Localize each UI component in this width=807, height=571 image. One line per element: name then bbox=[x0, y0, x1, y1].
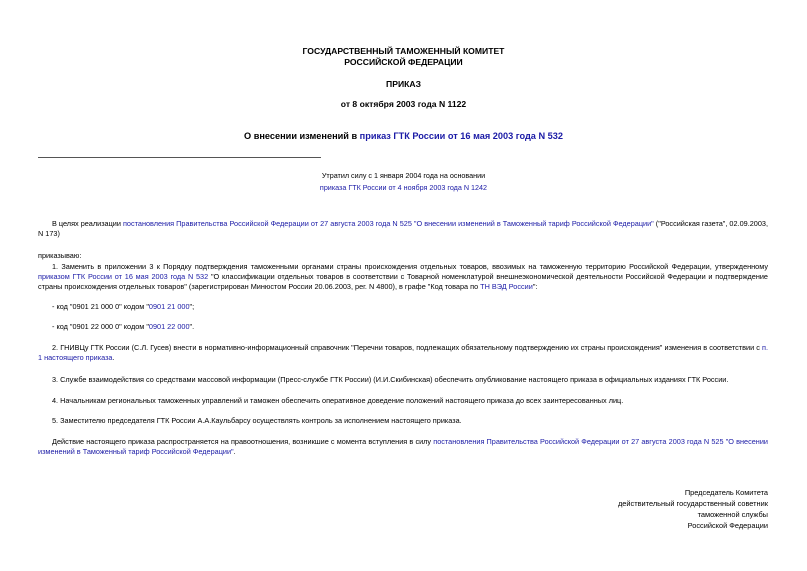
signature-line3: таможенной службы bbox=[697, 510, 768, 519]
intro-prefix: В целях реализации bbox=[52, 219, 123, 228]
code-line-2 bbox=[38, 322, 768, 332]
effect-suffix: . bbox=[233, 447, 236, 456]
code-1-prefix: - код "0901 21 000 0" кодом " bbox=[52, 302, 149, 311]
divider-rule bbox=[38, 157, 321, 158]
intro-paragraph bbox=[38, 219, 768, 239]
item-1-paragraph bbox=[38, 262, 768, 292]
doc-title-prefix: О внесении изменений в bbox=[244, 131, 360, 141]
item-1-text-c: ": bbox=[532, 282, 538, 291]
signature-line4: Российской Федерации bbox=[687, 521, 768, 530]
signature-line1: Председатель Комитета bbox=[684, 488, 768, 497]
doc-type: ПРИКАЗ bbox=[386, 79, 421, 89]
status-note-line1: Утратил силу с 1 января 2004 года на основании bbox=[321, 171, 486, 180]
order-532-link[interactable]: приказом ГТК России от 16 мая 2003 года N 532 bbox=[38, 272, 209, 281]
item-3-paragraph: 3. Службе взаимодействия со средствами массовой информации (Пресс-службе ГТК России) (И.И.Скибинская) обеспечить опубликование настоящего приказа в официальных изданиях ГТК России. bbox=[52, 375, 729, 384]
code-2-suffix: ". bbox=[189, 322, 195, 331]
intro-suffix: ("Российская газета", 02.09.2003, N 173) bbox=[38, 219, 768, 238]
item-4-paragraph: 4. Начальникам региональных таможенных управлений и таможен обеспечить оперативное доведение положений настоящего приказа до всех заинтересованных лиц. bbox=[52, 396, 624, 405]
item-1-text-a: 1. Заменить в приложении 3 к Порядку подтверждения таможенными органами страны происхождения отдельных товаров, ввозимых на таможенную территорию Российской Федерации, утвержденному bbox=[52, 262, 768, 271]
org-name-line2: РОССИЙСКОЙ ФЕДЕРАЦИИ bbox=[344, 57, 463, 67]
item-2-paragraph bbox=[38, 343, 768, 363]
tn-ved-link[interactable]: ТН ВЭД России bbox=[480, 282, 533, 291]
doc-date-line: от 8 октября 2003 года N 1122 bbox=[340, 99, 467, 109]
resolution-525-link[interactable]: постановления Правительства Российской Федерации от 27 августа 2003 года N 525 "О внесении изменений в Таможенный тариф Российской Федерации" bbox=[122, 219, 654, 228]
decree-word: приказываю: bbox=[38, 251, 82, 260]
code-2-prefix: - код "0901 22 000 0" кодом " bbox=[52, 322, 149, 331]
org-name-line1: ГОСУДАРСТВЕННЫЙ ТАМОЖЕННЫЙ КОМИТЕТ bbox=[302, 46, 505, 56]
signature-line2: действительный государственный советник bbox=[617, 499, 768, 508]
code-0901-21-000-link[interactable]: 0901 21 000 bbox=[148, 302, 190, 311]
doc-title bbox=[0, 130, 807, 142]
item-1-text-b: "О классификации отдельных товаров в соответствии с Товарной номенклатурой внешнеэкономической деятельности Российской Федерации и подтверждение страны происхождения отдельных товаров" (зарегистрирован Минюстом России 20.06.2003, рег. N 4800), в графе "Код товара по bbox=[38, 272, 768, 291]
resolution-525-effect-link[interactable]: постановления Правительства Российской Федерации от 27 августа 2003 года N 525 "О внесении изменений в Таможенный тариф Российской Федерации" bbox=[38, 437, 768, 456]
item-1-reference-link[interactable]: п. 1 настоящего приказа bbox=[38, 343, 768, 362]
item-2-suffix: . bbox=[112, 353, 115, 362]
effect-paragraph bbox=[38, 437, 768, 457]
item-2-text: 2. ГНИВЦу ГТК России (С.Л. Гусев) внести в нормативно-информационный справочник "Перечни товаров, подлежащих обязательному подтверждению их страны происхождения" изменения в соответствии с bbox=[52, 343, 763, 352]
status-note-line2 bbox=[0, 182, 807, 194]
amended-order-link[interactable]: приказ ГТК России от 16 мая 2003 года N 532 bbox=[359, 131, 563, 141]
code-1-suffix: "; bbox=[189, 302, 195, 311]
item-5-paragraph: 5. Заместителю председателя ГТК России А.А.Каульбарсу осуществлять контроль за исполнением настоящего приказа. bbox=[52, 416, 462, 425]
code-0901-22-000-link[interactable]: 0901 22 000 bbox=[148, 322, 190, 331]
effect-text: Действие настоящего приказа распространяется на правоотношения, возникшие с момента вступления в силу bbox=[52, 437, 434, 446]
code-line-1 bbox=[38, 302, 768, 312]
repeal-order-link[interactable]: приказа ГТК России от 4 ноября 2003 года N 1242 bbox=[319, 183, 488, 192]
